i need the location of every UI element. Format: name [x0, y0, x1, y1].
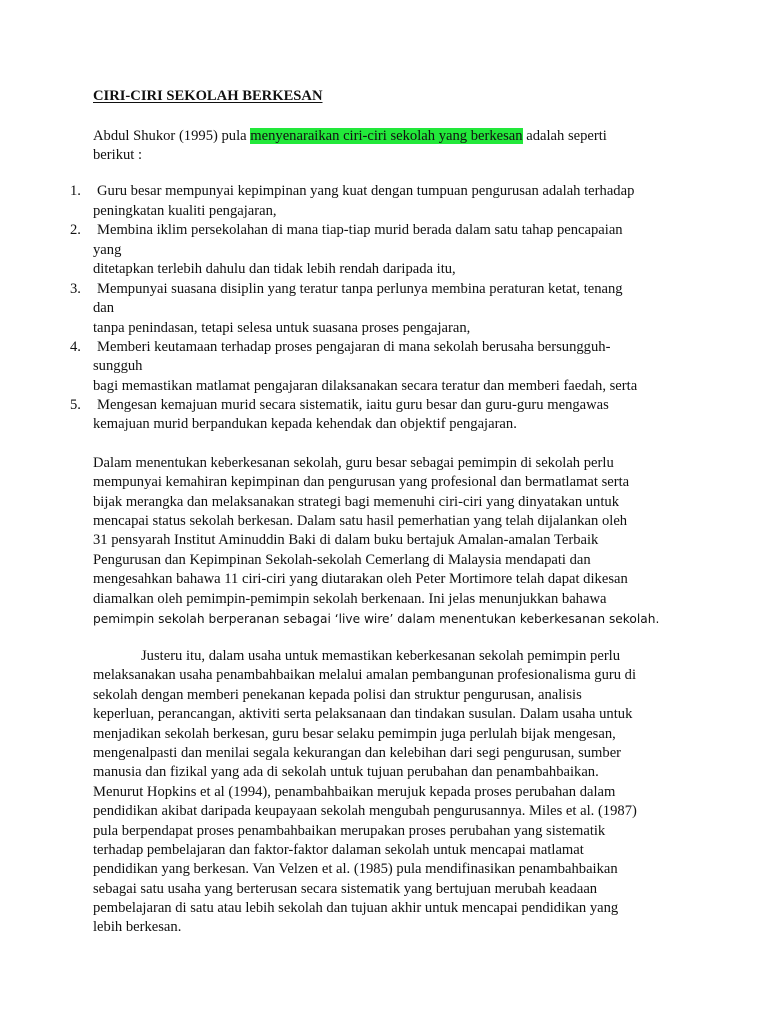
paragraph-line: terhadap pembelajaran dan faktor-faktor dalaman sekolah untuk mencapai matlamat [93, 842, 584, 858]
paragraph-line: lebih berkesan. [93, 919, 182, 935]
paragraph-line: mencapai status sekolah berkesan. Dalam satu hasil pemerhatian yang telah dijalankan oleh [93, 513, 628, 529]
paragraph-line: manusia dan fizikal yang ada di sekolah untuk tujuan perubahan dan penambahbaikan. [93, 764, 599, 780]
list-item-text: sungguh [93, 358, 143, 374]
paragraph-line: 31 pensyarah Institut Aminuddin Baki di dalam buku bertajuk Amalan-amalan Terbaik [93, 532, 599, 548]
paragraph-line: diamalkan oleh pemimpin-pemimpin sekolah berkenaan. Ini jelas menunjukkan bahawa [93, 591, 607, 607]
paragraph-line: pendidikan akibat daripada keupayaan sekolah mengubah pengurusannya. Miles et al. (1987) [93, 803, 637, 819]
document-title: CIRI-CIRI SEKOLAH BERKESAN [93, 88, 323, 104]
paragraph-line: Pengurusan dan Kepimpinan Sekolah-sekolah Cemerlang di Malaysia mendapati dan [93, 552, 591, 568]
paragraph-line: pembelajaran di satu atau lebih sekolah dan tujuan akhir untuk mencapai pendidikan yang [93, 900, 619, 916]
list-item-number: 2. [70, 222, 81, 238]
paragraph-line: sebagai satu usaha yang berterusan secara sistematik yang bertujuan merubah keadaan [93, 881, 598, 897]
list-item-text: bagi memastikan matlamat pengajaran dilaksanakan secara teratur dan memberi faedah, serta [93, 378, 638, 394]
list-item-text: tanpa penindasan, tetapi selesa untuk suasana proses pengajaran, [93, 320, 471, 336]
list-item-number: 3. [70, 281, 81, 297]
list-item-text: Mengesan kemajuan murid secara sistematik, iaitu guru besar dan guru-guru mengawas [97, 397, 609, 413]
list-item-text: ditetapkan terlebih dahulu dan tidak lebih rendah daripada itu, [93, 261, 456, 277]
paragraph-line: keperluan, perancangan, aktiviti serta pelaksanaan dan tindakan susulan. Dalam usaha untuk [93, 706, 633, 722]
paragraph-line: melaksanakan usaha penambahbaikan melalui amalan pembangunan profesionalisma guru di [93, 667, 637, 683]
list-item-text: kemajuan murid berpandukan kepada kehendak dan objektif pengajaran. [93, 416, 517, 432]
paragraph-line: Menurut Hopkins et al (1994), penambahbaikan merujuk kepada proses perubahan dalam [93, 784, 616, 800]
paragraph-line: mengesahkan bahawa 11 ciri-ciri yang diutarakan oleh Peter Mortimore telah dapat dikesan [93, 571, 628, 587]
paragraph-line: mengenalpasti dan menilai segala kekurangan dan kelebihan dari segi pengurusan, sumber [93, 745, 622, 761]
list-item-text: Mempunyai suasana disiplin yang teratur tanpa perlunya membina peraturan ketat, tenang [97, 281, 623, 297]
intro-text-after: adalah seperti [522, 128, 607, 144]
paragraph-line: Dalam menentukan keberkesanan sekolah, guru besar sebagai pemimpin di sekolah perlu [93, 455, 614, 471]
paragraph-line: menjadikan sekolah berkesan, guru besar selaku pemimpin juga perlulah bijak mengesan, [93, 726, 616, 742]
list-item-number: 4. [70, 339, 81, 355]
list-item-text: dan [93, 300, 115, 316]
intro-line-1 [93, 127, 607, 145]
list-item-number: 1. [70, 183, 81, 199]
paragraph-line: pemimpin sekolah berperanan sebagai ‘live wire’ dalam menentukan keberkesanan sekolah. [93, 612, 660, 626]
list-item-number: 5. [70, 397, 81, 413]
paragraph-line: mempunyai kemahiran kepimpinan dan pengurusan yang profesional dan bermatlamat serta [93, 474, 630, 490]
paragraph-line: Justeru itu, dalam usaha untuk memastikan keberkesanan sekolah pemimpin perlu [141, 648, 621, 664]
paragraph-line: sekolah dengan memberi penekanan kepada polisi dan struktur pengurusan, analisis [93, 687, 582, 703]
intro-text-before: Abdul Shukor (1995) pula [93, 128, 251, 144]
list-item-text: yang [93, 242, 122, 258]
intro-line-2: berikut : [93, 147, 143, 163]
list-item-text: Membina iklim persekolahan di mana tiap-tiap murid berada dalam satu tahap pencapaian [97, 222, 623, 238]
paragraph-line: pendidikan yang berkesan. Van Velzen et al. (1985) pula mendifinasikan penambahbaikan [93, 861, 618, 877]
paragraph-line: bijak merangka dan melaksanakan strategi bagi memenuhi ciri-ciri yang dinyatakan untuk [93, 494, 620, 510]
highlighted-text: menyenaraikan ciri-ciri sekolah yang berkesan [250, 128, 523, 144]
paragraph-line: pula berpendapat proses penambahbaikan merupakan proses perubahan yang sistematik [93, 823, 606, 839]
list-item-text: peningkatan kualiti pengajaran, [93, 203, 277, 219]
list-item-text: Guru besar mempunyai kepimpinan yang kuat dengan tumpuan pengurusan adalah terhadap [97, 183, 635, 199]
list-item-text: Memberi keutamaan terhadap proses pengajaran di mana sekolah berusaha bersungguh- [97, 339, 611, 355]
